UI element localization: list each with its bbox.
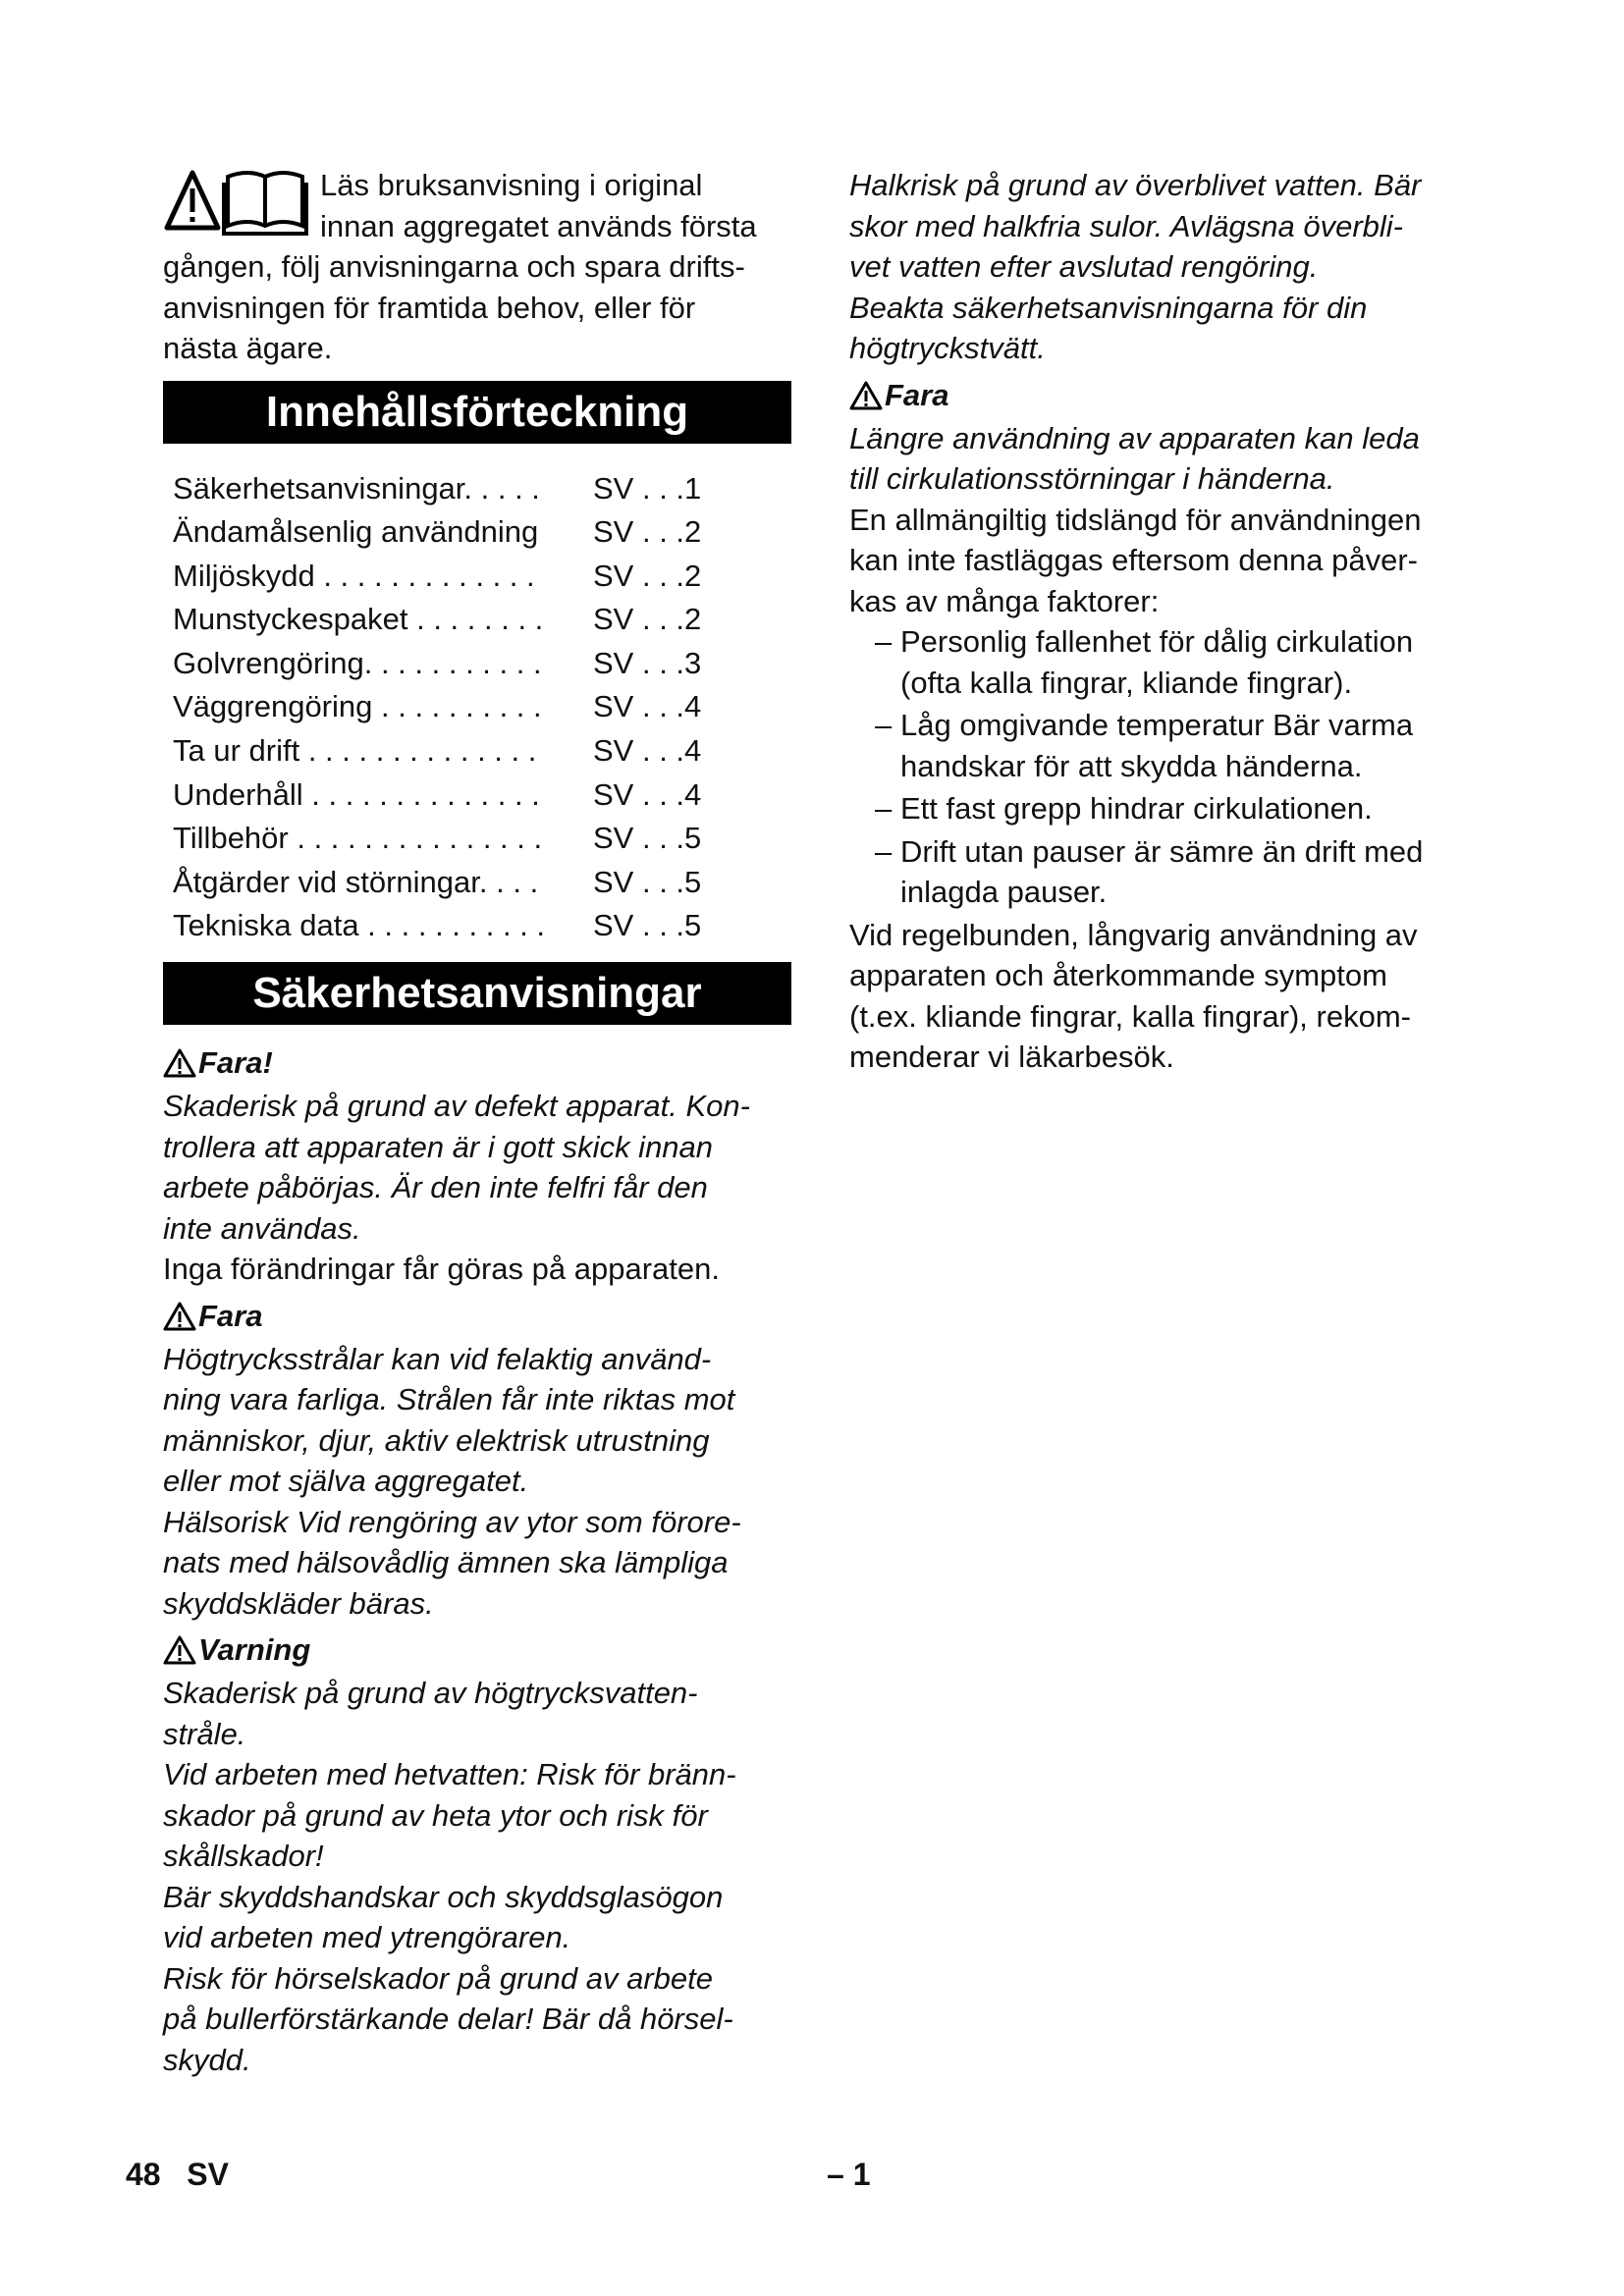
- warning-title: Fara: [198, 1298, 263, 1333]
- toc-label: Tekniska data . . . . . . . . . . .: [173, 908, 546, 943]
- toc-label: Tillbehör . . . . . . . . . . . . . . .: [173, 821, 543, 856]
- toc-label: Golvrengöring. . . . . . . . . . .: [173, 645, 542, 680]
- toc-ref: SV . . .1: [593, 470, 702, 506]
- warning-triangle-icon: [167, 173, 218, 228]
- warning-text-line: på bullerförstärkande delar! Bär då hörsel-: [163, 2002, 733, 2037]
- table-of-contents: [173, 467, 791, 949]
- warning-text-line: till cirkulationsstörningar i händerna.: [849, 461, 1335, 496]
- warning-text-line: arbete påbörjas. Är den inte felfri får den: [163, 1170, 708, 1205]
- toc-entry[interactable]: [173, 598, 791, 642]
- list-item: – Låg omgivande temperatur Bär varma handskar för att skydda händerna.: [875, 708, 1414, 783]
- warning-text-line: Skaderisk på grund av defekt apparat. Kon-: [163, 1089, 750, 1124]
- intro-line: anvisningen för framtida behov, eller för: [163, 290, 696, 325]
- left-column: [163, 165, 791, 2080]
- warning-block-fara-2: [163, 1294, 791, 1625]
- warning-text-line: Risk för hörselskador på grund av arbete: [163, 1960, 714, 1996]
- warning-block-fara-3: [849, 373, 1478, 1078]
- warning-text-line: inte användas.: [163, 1210, 361, 1246]
- toc-ref: SV . . .4: [593, 776, 702, 812]
- warning-triangle-icon: [849, 381, 883, 410]
- warning-text-line: skydd.: [163, 2042, 251, 2077]
- list-item: – Drift utan pauser är sämre än drift med inlagda pauser.: [875, 833, 1424, 909]
- right-column: [849, 165, 1478, 1078]
- body-text-line: En allmängiltig tidslängd för användningen: [849, 502, 1422, 537]
- warning-block-fara-1: [163, 1041, 791, 1290]
- list-item: – Ett fast grepp hindrar cirkulationen.: [875, 791, 1373, 826]
- warning-text-line: Skaderisk på grund av högtrycksvatten-: [163, 1676, 698, 1711]
- toc-label: Ta ur drift . . . . . . . . . . . . . .: [173, 733, 537, 769]
- warning-text-line: skyddskläder bäras.: [163, 1585, 434, 1621]
- warning-text-line: högtryckstvätt.: [849, 331, 1046, 365]
- warning-text-line: stråle.: [163, 1716, 246, 1751]
- warning-text-line: vid arbeten med ytrengöraren.: [163, 1920, 571, 1955]
- warning-text-line: skor med halkfria sulor. Avlägsna överbli-: [849, 208, 1403, 243]
- safety-heading: Säkerhetsanvisningar: [163, 962, 791, 1025]
- toc-entry[interactable]: [173, 904, 791, 948]
- body-text-line: apparaten och återkommande symptom: [849, 958, 1387, 992]
- toc-ref: SV . . .2: [593, 558, 702, 593]
- warning-text-line: skador på grund av heta ytor och risk för: [163, 1797, 708, 1833]
- warning-title: Varning: [198, 1632, 311, 1668]
- factor-list: [849, 621, 1478, 913]
- warning-text-line: nats med hälsovådlig ämnen ska lämpliga: [163, 1545, 729, 1580]
- intro-line: Läs bruksanvisning i original: [320, 168, 703, 202]
- page-label: 48 SV: [126, 2157, 229, 2192]
- toc-ref: SV . . .3: [593, 645, 702, 680]
- toc-ref: SV . . .2: [593, 514, 702, 550]
- warning-text-line: eller mot själva aggregatet.: [163, 1464, 529, 1499]
- toc-entry[interactable]: [173, 555, 791, 599]
- intro-line: nästa ägare.: [163, 331, 333, 365]
- body-text-line: (t.ex. kliande fingrar, kalla fingrar), rekom-: [849, 998, 1411, 1034]
- toc-entry[interactable]: [173, 861, 791, 905]
- warning-text-line: Högtrycksstrålar kan vid felaktig använd-: [163, 1341, 712, 1376]
- toc-ref: SV . . .5: [593, 821, 702, 856]
- warning-title: Fara: [885, 377, 949, 412]
- toc-ref: SV . . .5: [593, 864, 702, 899]
- toc-heading: Innehållsförteckning: [163, 381, 791, 444]
- toc-ref: SV . . .4: [593, 733, 702, 769]
- warning-text-line: Hälsorisk Vid rengöring av ytor som förore-: [163, 1504, 741, 1539]
- toc-label: Åtgärder vid störningar. . . .: [173, 864, 539, 899]
- toc-label: Underhåll . . . . . . . . . . . . . .: [173, 776, 540, 812]
- toc-label: Väggrengöring . . . . . . . . . .: [173, 689, 542, 724]
- open-book-icon: [224, 173, 306, 234]
- warning-text-line: människor, djur, aktiv elektrisk utrustning: [163, 1422, 710, 1458]
- read-manual-icon: [163, 167, 308, 241]
- warning-title: Fara!: [198, 1045, 273, 1081]
- toc-entry[interactable]: [173, 729, 791, 774]
- body-text-line: menderar vi läkarbesök.: [849, 1040, 1174, 1074]
- warning-text-line: Bär skyddshandskar och skyddsglasögon: [163, 1879, 724, 1914]
- warning-text-line: ning vara farliga. Strålen får inte riktas mot: [163, 1382, 735, 1417]
- body-text-line: Vid regelbunden, långvarig användning av: [849, 917, 1418, 952]
- page-number: – 1: [827, 2157, 871, 2192]
- body-text-line: kas av många faktorer:: [849, 583, 1160, 618]
- toc-ref: SV . . .5: [593, 908, 702, 943]
- warning-text-line: trollera att apparaten är i gott skick innan: [163, 1129, 714, 1164]
- warning-text-line: vet vatten efter avslutad rengöring.: [849, 249, 1319, 284]
- toc-entry[interactable]: [173, 774, 791, 818]
- toc-ref: SV . . .2: [593, 602, 702, 637]
- toc-entry[interactable]: [173, 817, 791, 861]
- toc-label: Munstyckespaket . . . . . . . .: [173, 602, 544, 637]
- body-text-line: Inga förändringar får göras på apparaten.: [163, 1252, 720, 1287]
- warning-triangle-icon: [163, 1302, 196, 1331]
- body-text-line: kan inte fastläggas eftersom denna påver-: [849, 543, 1419, 577]
- toc-entry[interactable]: [173, 685, 791, 729]
- toc-label: Miljöskydd . . . . . . . . . . . . .: [173, 558, 535, 593]
- warning-triangle-icon: [163, 1048, 196, 1078]
- toc-label: Säkerhetsanvisningar. . . . .: [173, 470, 540, 506]
- toc-ref: SV . . .4: [593, 689, 702, 724]
- warning-text-line: Beakta säkerhetsanvisningarna för din: [849, 290, 1368, 325]
- toc-entry[interactable]: [173, 467, 791, 511]
- intro-section: [163, 165, 791, 369]
- warning-text-line: skållskador!: [163, 1839, 324, 1874]
- toc-entry[interactable]: [173, 510, 791, 555]
- list-item: – Personlig fallenhet för dålig cirkulation (ofta kalla fingrar, kliande fingrar).: [875, 624, 1414, 700]
- warning-text-line: Vid arbeten med hetvatten: Risk för bränn-: [163, 1757, 736, 1792]
- warning-text-line: Längre användning av apparaten kan leda: [849, 420, 1420, 455]
- warning-triangle-icon: [163, 1635, 196, 1665]
- intro-line: gången, följ anvisningarna och spara drifts-: [163, 249, 745, 284]
- toc-entry[interactable]: [173, 642, 791, 686]
- toc-label: Ändamålsenlig användning: [173, 514, 539, 550]
- warning-block-varning: [163, 1628, 791, 2080]
- intro-line: innan aggregatet används första: [320, 208, 757, 243]
- warning-text-line: Halkrisk på grund av överblivet vatten. Bär: [849, 168, 1422, 202]
